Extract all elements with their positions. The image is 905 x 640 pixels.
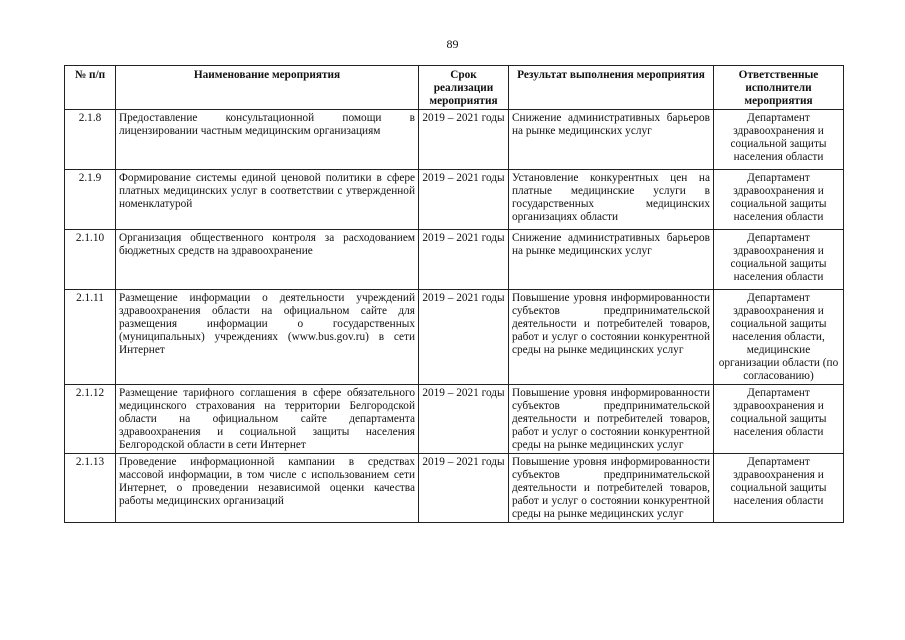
row-number: 2.1.10 [65, 230, 116, 290]
table-row [65, 454, 844, 523]
table-row [65, 170, 844, 230]
responsible-party: Департамент здравоохранения и социальной защиты населения области, медицинские организации области (по согласованию) [714, 290, 844, 385]
row-number: 2.1.12 [65, 385, 116, 454]
responsible-party: Департамент здравоохранения и социальной защиты населения области [714, 230, 844, 290]
table-header-row [65, 66, 844, 110]
table-row [65, 230, 844, 290]
page-number: 89 [446, 37, 459, 51]
measure-result: Повышение уровня информированности субъектов предпринимательской деятельности и потребителей товаров, работ и услуг о состоянии конкурентной среды на рынке медицинских услуг [509, 385, 714, 454]
measure-name: Размещение тарифного соглашения в сфере обязательного медицинского страхования на территории Белгородской области на официальном сайте департамента здравоохранения и социальной защиты населения Белгородской области в сети Интернет [116, 385, 419, 454]
table-row [65, 110, 844, 170]
table-row [65, 290, 844, 385]
implementation-term: 2019 – 2021 годы [419, 230, 509, 290]
measure-name: Организация общественного контроля за расходованием бюджетных средств на здравоохранение [116, 230, 419, 290]
measure-result: Снижение административных барьеров на рынке медицинских услуг [509, 230, 714, 290]
row-number: 2.1.11 [65, 290, 116, 385]
measure-name: Размещение информации о деятельности учреждений здравоохранения области на официальном сайте для размещения информации о государственных (муниципальных) учреждениях (www.bus.gov.ru) в сети Интернет [116, 290, 419, 385]
responsible-party: Департамент здравоохранения и социальной защиты населения области [714, 385, 844, 454]
responsible-party: Департамент здравоохранения и социальной защиты населения области [714, 170, 844, 230]
measure-result: Установление конкурентных цен на платные медицинские услуги в государственных медицинских организациях области [509, 170, 714, 230]
measure-result: Повышение уровня информированности субъектов предпринимательской деятельности и потребителей товаров, работ и услуг о состоянии конкурентной среды на рынке медицинских услуг [509, 454, 714, 523]
header-term: Срок реализации мероприятия [419, 66, 509, 110]
header-responsible: Ответственные исполнители мероприятия [714, 66, 844, 110]
measures-table [64, 65, 844, 523]
row-number: 2.1.8 [65, 110, 116, 170]
row-number: 2.1.9 [65, 170, 116, 230]
responsible-party: Департамент здравоохранения и социальной защиты населения области [714, 454, 844, 523]
measure-result: Снижение административных барьеров на рынке медицинских услуг [509, 110, 714, 170]
header-result: Результат выполнения мероприятия [509, 66, 714, 110]
measure-name: Формирование системы единой ценовой политики в сфере платных медицинских услуг в соответствии с утвержденной номенклатурой [116, 170, 419, 230]
measure-name: Проведение информационной кампании в средствах массовой информации, в том числе с использованием сети Интернет, о проведении независимой оценки качества работы медицинских организаций [116, 454, 419, 523]
implementation-term: 2019 – 2021 годы [419, 454, 509, 523]
implementation-term: 2019 – 2021 годы [419, 385, 509, 454]
measure-result: Повышение уровня информированности субъектов предпринимательской деятельности и потребителей товаров, работ и услуг о состоянии конкурентной среды на рынке медицинских услуг [509, 290, 714, 385]
implementation-term: 2019 – 2021 годы [419, 290, 509, 385]
responsible-party: Департамент здравоохранения и социальной защиты населения области [714, 110, 844, 170]
table-row [65, 385, 844, 454]
header-num: № п/п [65, 66, 116, 110]
row-number: 2.1.13 [65, 454, 116, 523]
header-name: Наименование мероприятия [116, 66, 419, 110]
implementation-term: 2019 – 2021 годы [419, 170, 509, 230]
implementation-term: 2019 – 2021 годы [419, 110, 509, 170]
measure-name: Предоставление консультационной помощи в лицензировании частным медицинским организациям [116, 110, 419, 170]
